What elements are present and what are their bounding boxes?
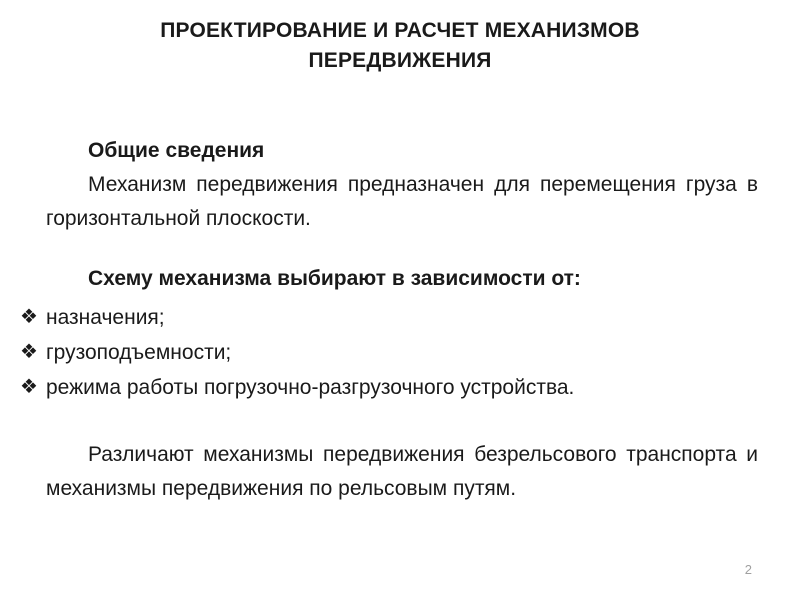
slide-title-line-1: ПРОЕКТИРОВАНИЕ И РАСЧЕТ МЕХАНИЗМОВ — [160, 19, 640, 42]
list-item-label: режима работы погрузочно-разгрузочного устройства. — [46, 376, 575, 399]
diamond-bullet-icon: ❖ — [20, 306, 38, 328]
list-item-label: грузоподъемности; — [46, 341, 232, 364]
intro-paragraph: Механизм передвижения предназначен для перемещения груза в горизонтальной плоскости. — [46, 173, 758, 230]
list-item — [20, 300, 574, 335]
list-item — [20, 335, 574, 370]
slide-title — [60, 16, 740, 76]
criteria-list — [20, 300, 574, 405]
page-number: 2 — [744, 562, 752, 577]
section-heading: Общие сведения — [88, 139, 265, 162]
diamond-bullet-icon: ❖ — [20, 376, 38, 398]
list-item — [20, 370, 574, 405]
scheme-heading: Схему механизма выбирают в зависимости от: — [88, 267, 581, 290]
closing-paragraph: Различают механизмы передвижения безрельсового транспорта и механизмы передвижения по рельсовым путям. — [46, 443, 758, 500]
diamond-bullet-icon: ❖ — [20, 341, 38, 363]
slide-title-line-2: ПЕРЕДВИЖЕНИЯ — [308, 49, 492, 72]
list-item-label: назначения; — [46, 306, 165, 329]
